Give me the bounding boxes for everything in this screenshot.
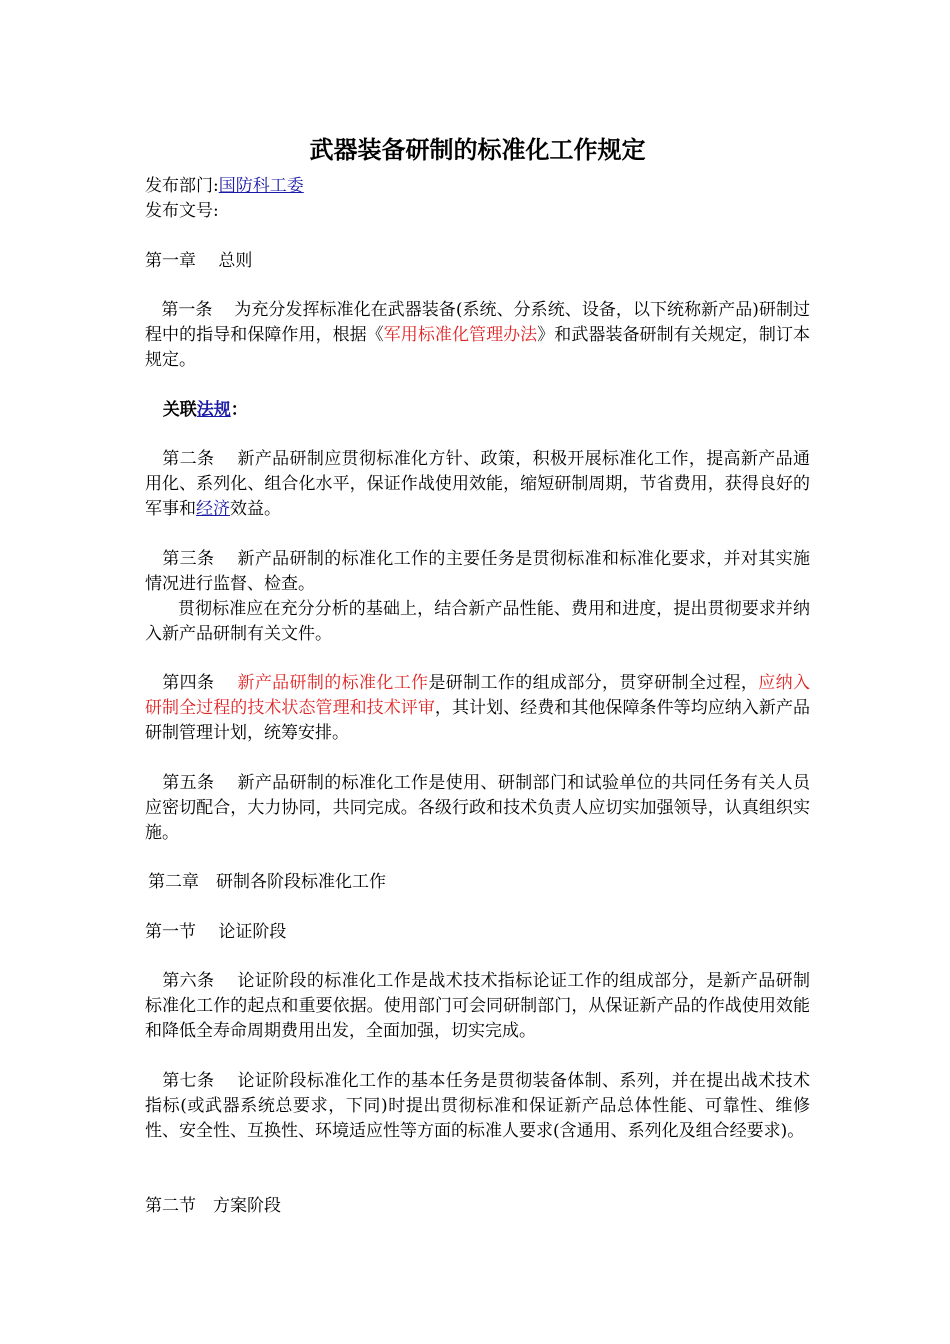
article-1: 第一条 为充分发挥标准化在武器装备(系统、分系统、设备，以下统称新产品)研制过程中的指导和保障作用，根据《军用标准化管理办法》和武器装备研制有关规定，制订本规定。	[145, 300, 811, 370]
article-1-red-link[interactable]: 军用标准化管理办法	[383, 325, 538, 345]
article-6-number: 第六条	[162, 971, 215, 991]
docnum-line	[145, 199, 219, 224]
related-regulations: 关联法规：	[162, 400, 248, 420]
section-2-heading: 第二节 方案阶段	[145, 1196, 281, 1216]
economy-link[interactable]: 经济	[196, 499, 230, 519]
issuer-label: 发布部门:	[145, 176, 219, 196]
article-5-number: 第五条	[162, 773, 215, 793]
issuer-link[interactable]: 国防科工委	[218, 176, 304, 196]
article-3-paragraph-2: 贯彻标准应在充分分析的基础上，结合新产品性能、费用和进度，提出贯彻要求并纳入新产品研制有关文件。	[145, 599, 810, 644]
article-4-number: 第四条	[162, 673, 215, 693]
article-3: 第三条 新产品研制的标准化工作的主要任务是贯彻标准和标准化要求，并对其实施情况进行监督、检查。	[145, 549, 810, 594]
article-4: 第四条 新产品研制的标准化工作是研制工作的组成部分，贯穿研制全过程，应纳入研制全过程的技术状态管理和技术评审，其计划、经费和其他保障条件等均应纳入新产品研制管理计划，统筹安排。	[145, 673, 811, 743]
article-2-number: 第二条	[162, 449, 215, 469]
article-7: 第七条 论证阶段标准化工作的基本任务是贯彻装备体制、系列，并在提出战术技术指标(或武器系统总要求，下同)时提出贯彻标准和保证新产品总体性能、可靠性、维修性、安全性、互换性、环境适应性等方面的标准人要求(含通用、系列化及组合经要求)。	[145, 1071, 810, 1141]
section-1-heading: 第一节 论证阶段	[145, 922, 287, 942]
article-7-number: 第七条	[162, 1071, 215, 1091]
article-6: 第六条 论证阶段的标准化工作是战术技术指标论证工作的组成部分，是新产品研制标准化工作的起点和重要依据。使用部门可会同研制部门，从保证新产品的作战使用效能和降低全寿命周期费用出发，全面加强，切实完成。	[145, 971, 810, 1041]
related-regulations-link[interactable]: 法规	[196, 400, 231, 420]
article-2: 第二条 新产品研制应贯彻标准化方针、政策，积极开展标准化工作，提高新产品通用化、系列化、组合化水平，保证作战使用效能，缩短研制周期，节省费用，获得良好的军事和经济效益。	[145, 449, 810, 519]
chapter-1-heading: 第一章 总则	[145, 251, 253, 271]
docnum-label: 发布文号:	[145, 201, 219, 221]
chapter-2-heading: 第二章 研制各阶段标准化工作	[148, 872, 386, 892]
issuer-line	[145, 174, 304, 199]
article-3-number: 第三条	[162, 549, 215, 569]
article-1-number: 第一条	[161, 300, 213, 320]
article-5: 第五条 新产品研制的标准化工作是使用、研制部门和试验单位的共同任务有关人员应密切配合，大力协同，共同完成。各级行政和技术负责人应切实加强领导，认真组织实施。	[145, 773, 810, 843]
document-title: 武器装备研制的标准化工作规定	[309, 135, 646, 164]
